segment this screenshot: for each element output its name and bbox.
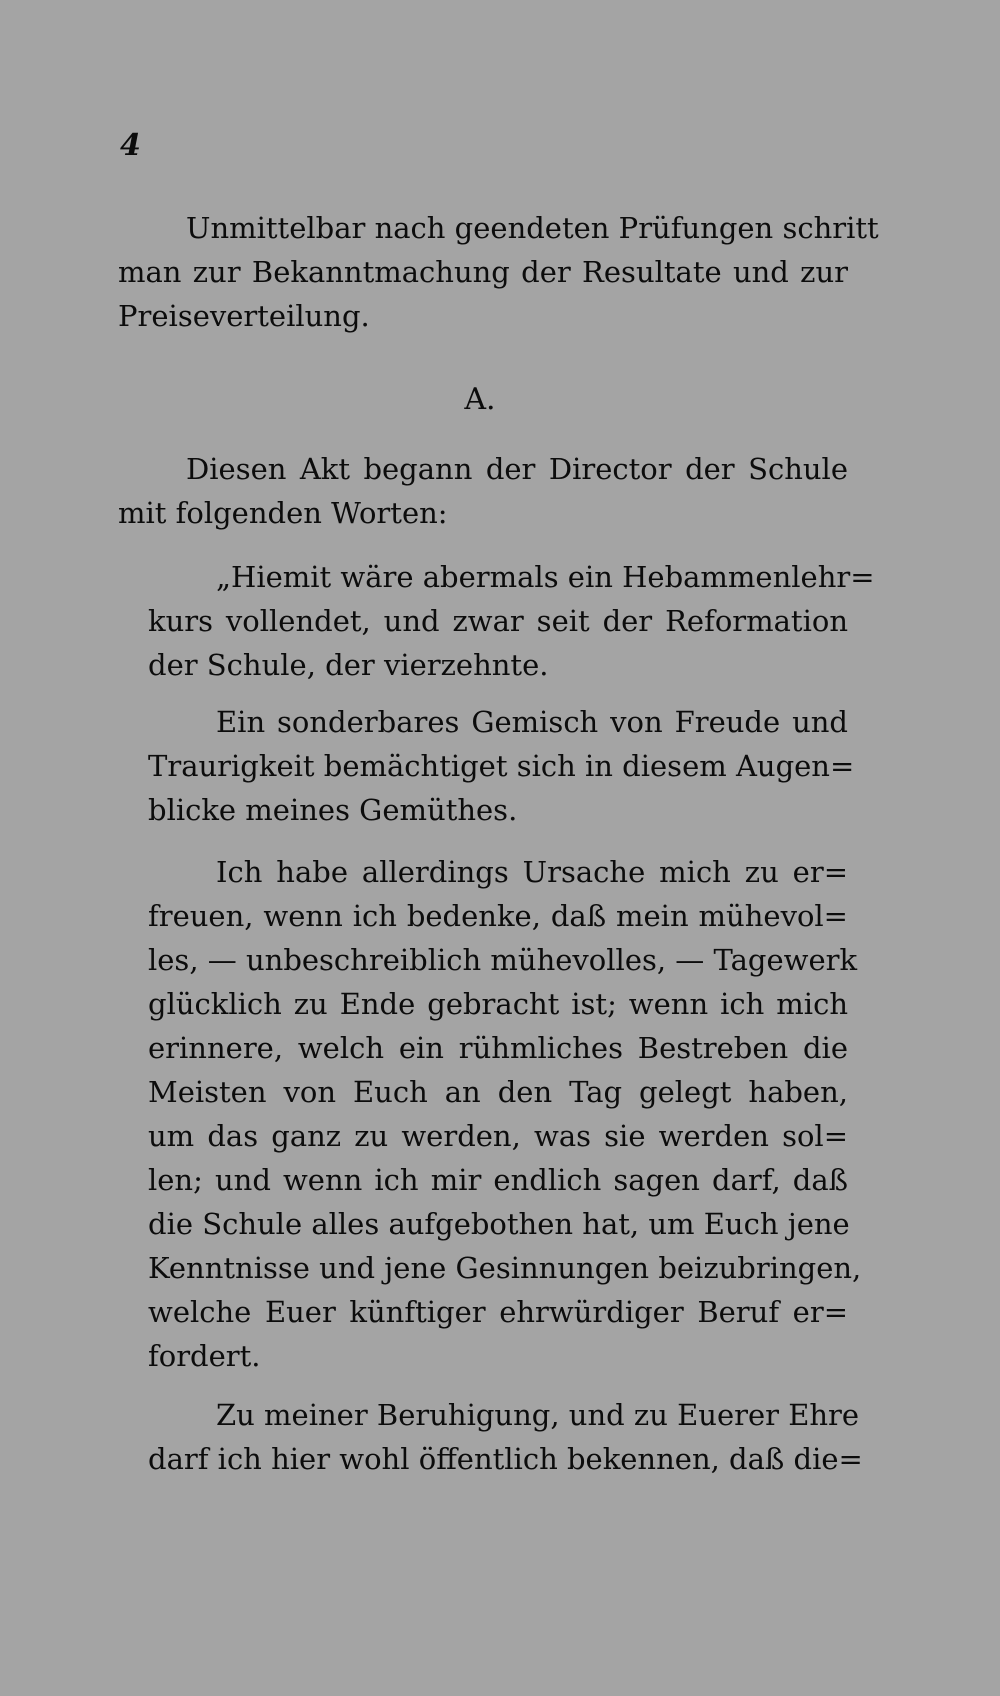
text-line: freuen, wenn ich bedenke, daß mein mühevol= (148, 899, 848, 933)
section-heading (0, 382, 1000, 417)
text-line: glücklich zu Ende gebracht ist; wenn ich mich (148, 987, 848, 1021)
text-line: man zur Bekanntmachung der Resultate und zur (118, 255, 848, 289)
text-line: Ein sonderbares Gemisch von Freude und (216, 705, 848, 739)
text-line: welche Euer künftiger ehrwürdiger Beruf er= (148, 1295, 848, 1329)
paragraph-reasons (148, 850, 862, 1378)
text-line: „Hiemit wäre abermals ein Hebammenlehr= (216, 560, 875, 594)
text-line: Kenntnisse und jene Gesinnungen beizubringen, (148, 1251, 862, 1285)
paragraph-act (118, 447, 848, 535)
text-line: fordert. (148, 1339, 261, 1373)
text-line: um das ganz zu werden, was sie werden sol= (148, 1119, 848, 1153)
text-line: blicke meines Gemüthes. (148, 793, 518, 827)
text-line: die Schule alles aufgebothen hat, um Euch jene (148, 1207, 850, 1241)
paragraph-quote-start (148, 555, 875, 687)
paragraph-intro (118, 206, 879, 338)
paragraph-emotion (148, 700, 855, 832)
text-line: Preiseverteilung. (118, 299, 370, 333)
text-line: len; und wenn ich mir endlich sagen darf, daß (148, 1163, 848, 1197)
text-line: darf ich hier wohl öffentlich bekennen, daß die= (148, 1442, 863, 1476)
text-line: erinnere, welch ein rühmliches Bestreben die (148, 1031, 848, 1065)
text-line: Unmittelbar nach geendeten Prüfungen schritt (186, 211, 879, 245)
text-line: der Schule, der vierzehnte. (148, 648, 549, 682)
section-heading-text: A. (464, 382, 496, 417)
text-line: Diesen Akt begann der Director der Schule (186, 452, 848, 486)
text-line: Meisten von Euch an den Tag gelegt haben, (148, 1075, 848, 1109)
paragraph-confession (148, 1393, 863, 1481)
text-line: kurs vollendet, und zwar seit der Reformation (148, 604, 848, 638)
text-line: Traurigkeit bemächtiget sich in diesem Augen= (148, 749, 855, 783)
text-line: mit folgenden Worten: (118, 496, 448, 530)
text-line: les, — unbeschreiblich mühevolles, — Tagewerk (148, 943, 858, 977)
text-line: Ich habe allerdings Ursache mich zu er= (216, 855, 848, 889)
text-line: Zu meiner Beruhigung, und zu Euerer Ehre (216, 1398, 860, 1432)
page-number: 4 (120, 128, 141, 163)
